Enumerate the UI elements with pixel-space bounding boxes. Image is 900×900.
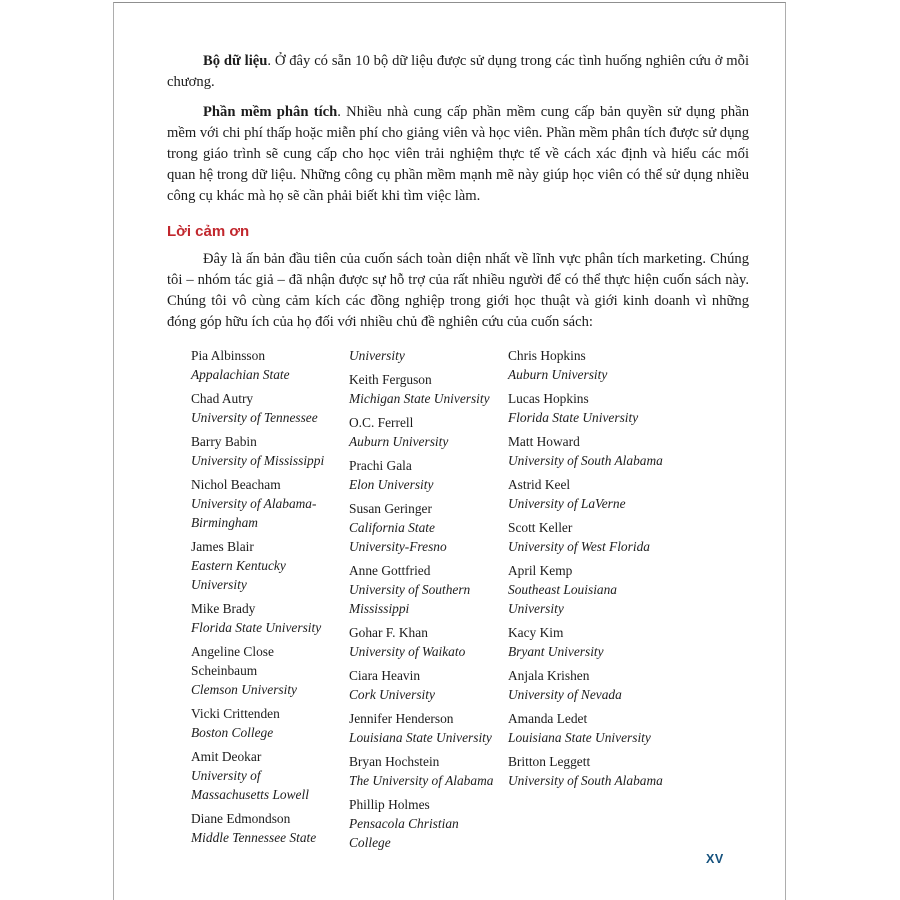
contributor-name: O.C. Ferrell [349,415,414,430]
contributor-name: Chris Hopkins [508,348,586,363]
contributor-entry [508,432,664,470]
paragraph-acknowledgments-intro: Đây là ấn bản đầu tiên của cuốn sách toàn diện nhất về lĩnh vực phân tích marketing. Chúng tôi – nhóm tác giả – đã nhận được sự hỗ trợ của rất nhiều người để có thể thực hiện cuốn sách này. Chúng tôi vô cùng cảm kích các đồng nghiệp trong giới học thuật và giới kinh doanh vì những đóng góp hữu ích của họ đối với nhiều chủ đề nghiên cứu của cuốn sách: [167,251,749,330]
contributor-affiliation: California State University-Fresno [349,520,447,554]
contributor-entry [349,370,496,408]
contributor-name: Vicki Crittenden [191,706,280,721]
contributor-name: Scott Keller [508,520,573,535]
contributor-affiliation: Florida State University [191,620,322,635]
contributor-entry [508,709,664,747]
contributor-entry [508,389,664,427]
contributor-name: Phillip Holmes [349,797,430,812]
contributor-affiliation: University of Mississippi [191,453,325,468]
contributor-name: Ciara Heavin [349,668,421,683]
contributor-affiliation: Louisiana State University [508,730,651,745]
paragraph-datasets-text: . Ở đây có sẵn 10 bộ dữ liệu được sử dụng trong các tình huống nghiên cứu ở mỗi chương. [167,53,749,90]
contributor-name: Lucas Hopkins [508,391,589,406]
contributor-entry [191,599,337,637]
paragraph-datasets [167,51,749,93]
paragraph-software-lead: Phần mềm phân tích [203,104,338,120]
contributor-entry [191,704,337,742]
contributor-name: Kacy Kim [508,625,564,640]
contributor-name: Matt Howard [508,434,580,449]
contributor-name: Britton Leggett [508,754,591,769]
contributor-entry [191,475,337,532]
contributor-affiliation: University of South Alabama [508,453,663,468]
contributor-affiliation: University of Massachusetts Lowell [191,768,309,802]
contributor-affiliation: The University of Alabama [349,773,494,788]
contributor-entry [508,561,664,618]
contributor-affiliation: Boston College [191,725,274,740]
contributor-name: April Kemp [508,563,573,578]
contributor-affiliation: University of South Alabama [508,773,663,788]
contributor-name: Angeline Close Scheinbaum [191,644,274,678]
contributor-name: James Blair [191,539,254,554]
contributor-name: Bryan Hochstein [349,754,440,769]
contributor-entry [191,642,337,699]
contributor-entry [508,623,664,661]
contributor-name: Diane Edmondson [191,811,291,826]
contributors-columns [191,346,749,857]
contributor-name: Pia Albinsson [191,348,266,363]
contributor-affiliation: Middle Tennessee State [191,830,317,845]
contributor-entry [191,346,337,384]
contributor-entry [349,413,496,451]
contributor-affiliation: University of West Florida [508,539,650,554]
contributor-affiliation: Elon University [349,477,434,492]
contributor-affiliation: Clemson University [191,682,297,697]
contributor-entry [508,752,664,790]
contributor-affiliation: Louisiana State University [349,730,492,745]
contributor-name: Amit Deokar [191,749,262,764]
contributor-entry [349,666,496,704]
contributors-column-1 [191,346,337,857]
contributor-entry [349,752,496,790]
contributor-affiliation: Pensacola Christian College [349,816,459,850]
contributor-name: Gohar F. Khan [349,625,428,640]
contributor-entry [191,432,337,470]
contributor-name: Barry Babin [191,434,257,449]
contributor-entry [349,346,496,365]
contributor-affiliation: University of Tennessee [191,410,318,425]
contributor-name: Prachi Gala [349,458,412,473]
contributor-name: Anjala Krishen [508,668,590,683]
contributor-entry [191,747,337,804]
contributor-name: Astrid Keel [508,477,571,492]
contributor-affiliation: University of Nevada [508,687,622,702]
contributor-entry [191,809,337,847]
contributor-entry [191,537,337,594]
contributor-entry [349,709,496,747]
contributor-affiliation: University of Waikato [349,644,466,659]
contributor-name: Susan Geringer [349,501,432,516]
page-number: XV [706,852,724,866]
contributor-affiliation: Auburn University [349,434,449,449]
contributor-affiliation: Eastern Kentucky University [191,558,286,592]
contributor-name: Chad Autry [191,391,254,406]
contributor-entry [349,795,496,852]
contributor-affiliation: Auburn University [508,367,608,382]
contributor-entry [508,346,664,384]
contributor-entry [349,623,496,661]
contributor-affiliation: Cork University [349,687,435,702]
contributor-entry [191,389,337,427]
paragraph-software-text: . Nhiều nhà cung cấp phần mềm cung cấp bản quyền sử dụng phần mềm với chi phí thấp hoặc miễn phí cho giảng viên và học viên. Phần mềm phân tích được sử dụng trong giáo trình sẽ cung cấp cho học viên trải nghiệm thực tế về cách xác định và hiểu các mối quan hệ trong dữ liệu. Những công cụ phần mềm mạnh mẽ này giúp học viên có thể sử dụng nhiều công cụ khác mà họ sẽ cần phải biết khi tìm việc làm. [167,104,749,204]
contributor-affiliation: Bryant University [508,644,604,659]
contributor-affiliation: University of Southern Mississippi [349,582,471,616]
contributor-name: Amanda Ledet [508,711,588,726]
contributor-name: Jennifer Henderson [349,711,454,726]
contributor-name: Mike Brady [191,601,256,616]
contributor-affiliation: University [349,348,405,363]
paragraph-software [167,102,749,207]
contributor-name: Keith Ferguson [349,372,432,387]
contributor-entry [349,561,496,618]
contributor-affiliation: Florida State University [508,410,639,425]
contributor-entry [508,475,664,513]
section-heading-acknowledgments: Lời cảm ơn [167,223,250,240]
contributors-column-3 [508,346,664,857]
page-content [167,51,749,857]
contributor-entry [349,456,496,494]
paragraph-datasets-lead: Bộ dữ liệu [203,53,268,69]
contributor-affiliation: University of LaVerne [508,496,626,511]
contributor-entry [349,499,496,556]
contributor-affiliation: Michigan State University [349,391,490,406]
contributors-column-2 [349,346,496,857]
contributor-name: Nichol Beacham [191,477,281,492]
contributor-entry [508,666,664,704]
contributor-affiliation: Southeast Louisiana University [508,582,617,616]
contributor-name: Anne Gottfried [349,563,431,578]
contributor-affiliation: Appalachian State [191,367,290,382]
contributor-affiliation: University of Alabama-Birmingham [191,496,317,530]
book-page [113,2,786,900]
contributor-entry [508,518,664,556]
